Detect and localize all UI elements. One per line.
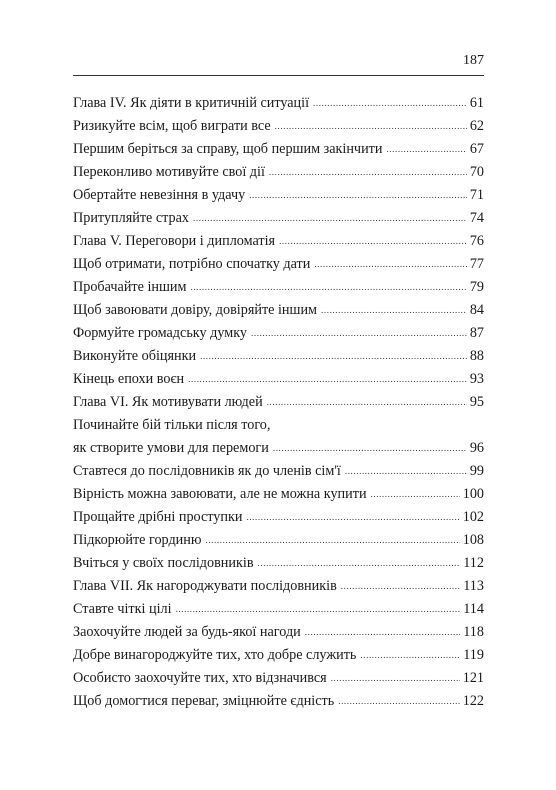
- toc-entry-title: Притупляйте страх: [73, 210, 190, 226]
- toc-entry-page: 62: [469, 118, 484, 134]
- toc-entry: [73, 184, 484, 207]
- toc-leader-dots: [205, 528, 459, 552]
- toc-entry: [73, 299, 484, 322]
- toc-entry-page: 121: [462, 670, 484, 686]
- toc-entry-title: Виконуйте обіцянки: [73, 348, 197, 364]
- toc-leader-dots: [267, 390, 467, 414]
- toc-entry-page: 95: [469, 394, 484, 410]
- toc-entry: [73, 322, 484, 345]
- toc-entry-title: Ризикуйте всім, щоб виграти все: [73, 118, 271, 134]
- toc-entry-page: 71: [469, 187, 484, 203]
- toc-entry-page: 119: [463, 647, 484, 663]
- toc-leader-dots: [269, 160, 467, 184]
- toc-leader-dots: [386, 137, 466, 161]
- toc-entry-page: 88: [469, 348, 484, 364]
- toc-entry: [73, 506, 484, 529]
- toc-leader-dots: [188, 367, 467, 391]
- toc-entry: [73, 621, 484, 644]
- toc-entry-title: Ставте чіткі цілі: [73, 601, 172, 617]
- toc-entry-page: 113: [463, 578, 484, 594]
- toc-entry-title: Вчіться у своїх послідовників: [73, 555, 254, 571]
- toc-entry-page: 61: [469, 95, 484, 111]
- toc-entry: [73, 437, 484, 460]
- toc-entry-title: Обертайте невезіння в удачу: [73, 187, 246, 203]
- toc-entry: [73, 92, 484, 115]
- toc-entry: [73, 414, 484, 437]
- toc-entry-page: 102: [462, 509, 484, 525]
- toc-leader-dots: [275, 114, 467, 138]
- toc-leader-dots: [246, 505, 459, 529]
- toc-entry: [73, 368, 484, 391]
- toc-entry: [73, 575, 484, 598]
- toc-entry-title: Підкорюйте гординю: [73, 532, 202, 548]
- toc-entry-title: Щоб завоювати довіру, довіряйте іншим: [73, 302, 318, 318]
- toc-entry-page: 114: [463, 601, 484, 617]
- toc-entry: [73, 690, 484, 713]
- toc-entry-page: 67: [469, 141, 484, 157]
- toc-entry: [73, 483, 484, 506]
- toc-entry-title: Глава VII. Як нагороджувати послідовників: [73, 578, 337, 594]
- toc-entry-page: 112: [463, 555, 484, 571]
- toc-entry-title: Пробачайте іншим: [73, 279, 187, 295]
- toc-entry-title: Переконливо мотивуйте свої дії: [73, 164, 265, 180]
- toc-entry-title: Формуйте громадську думку: [73, 325, 248, 341]
- toc-entry-page: 79: [469, 279, 484, 295]
- toc-entry-title: Глава VI. Як мотивувати людей: [73, 394, 263, 410]
- toc-entry: [73, 253, 484, 276]
- toc-entry-title: Першим беріться за справу, щоб першим закінчити: [73, 141, 383, 157]
- toc-entry-page: 76: [469, 233, 484, 249]
- toc-entry-title: Глава V. Переговори і дипломатія: [73, 233, 276, 249]
- toc-leader-dots: [341, 574, 460, 598]
- toc-leader-dots: [305, 620, 460, 644]
- toc-entry: [73, 552, 484, 575]
- toc-entry: [73, 207, 484, 230]
- toc-entry-title: Щоб домогтися переваг, зміцнюйте єдність: [73, 693, 335, 709]
- toc-leader-dots: [331, 666, 460, 690]
- toc-entry-title: Починайте бій тільки після того,: [73, 417, 271, 433]
- toc-entry-page: 87: [469, 325, 484, 341]
- toc-entry-page: 74: [469, 210, 484, 226]
- toc-leader-dots: [371, 482, 460, 506]
- toc-entry-page: 108: [462, 532, 484, 548]
- toc-entry-title: Щоб отримати, потрібно спочатку дати: [73, 256, 311, 272]
- toc-entry-page: 93: [469, 371, 484, 387]
- toc-leader-dots: [190, 275, 466, 299]
- toc-entry-title: Кінець епохи воєн: [73, 371, 185, 387]
- toc-entry: [73, 644, 484, 667]
- toc-entry-page: 118: [463, 624, 484, 640]
- toc-entry-title: Добре винагороджуйте тих, хто добре служить: [73, 647, 357, 663]
- toc-leader-dots: [251, 321, 467, 345]
- toc-entry: [73, 598, 484, 621]
- toc-leader-dots: [258, 551, 461, 575]
- toc-entry-page: 84: [469, 302, 484, 318]
- toc-entry-page: 99: [469, 463, 484, 479]
- toc-leader-dots: [338, 689, 459, 713]
- toc-entry-title: Заохочуйте людей за будь-якої нагоди: [73, 624, 301, 640]
- toc-entry: [73, 161, 484, 184]
- toc-entry-title: Глава IV. Як діяти в критичній ситуації: [73, 95, 310, 111]
- toc-leader-dots: [314, 252, 466, 276]
- toc-entry: [73, 230, 484, 253]
- toc-entry-title: як створите умови для перемоги: [73, 440, 269, 456]
- toc-entry: [73, 276, 484, 299]
- toc-entry-page: 122: [462, 693, 484, 709]
- toc-entry: [73, 345, 484, 368]
- toc-leader-dots: [273, 436, 467, 460]
- page-number: 187: [463, 53, 484, 68]
- toc-leader-dots: [200, 344, 467, 368]
- toc-entry-page: 77: [469, 256, 484, 272]
- toc-entry: [73, 529, 484, 552]
- toc-entry-page: 100: [462, 486, 484, 502]
- toc-leader-dots: [345, 459, 467, 483]
- toc-leader-dots: [279, 229, 467, 253]
- toc-entry-title: Ставтеся до послідовників як до членів сім'ї: [73, 463, 341, 479]
- toc-entry-title: Особисто заохочуйте тих, хто відзначився: [73, 670, 327, 686]
- toc-leader-dots: [193, 206, 467, 230]
- toc-leader-dots: [249, 183, 467, 207]
- toc-entry-page: 70: [469, 164, 484, 180]
- toc-entry-title: Вірність можна завоювати, але не можна купити: [73, 486, 367, 502]
- toc-entry-title: Прощайте дрібні проступки: [73, 509, 243, 525]
- toc-leader-dots: [313, 91, 467, 115]
- toc-entry: [73, 391, 484, 414]
- toc-entry-page: 96: [469, 440, 484, 456]
- toc-leader-dots: [360, 643, 460, 667]
- toc-entry: [73, 138, 484, 161]
- toc-entry: [73, 115, 484, 138]
- toc-leader-dots: [321, 298, 467, 322]
- table-of-contents: [73, 92, 484, 713]
- toc-leader-dots: [176, 597, 461, 621]
- toc-entry: [73, 667, 484, 690]
- header-rule: [73, 75, 484, 76]
- toc-entry: [73, 460, 484, 483]
